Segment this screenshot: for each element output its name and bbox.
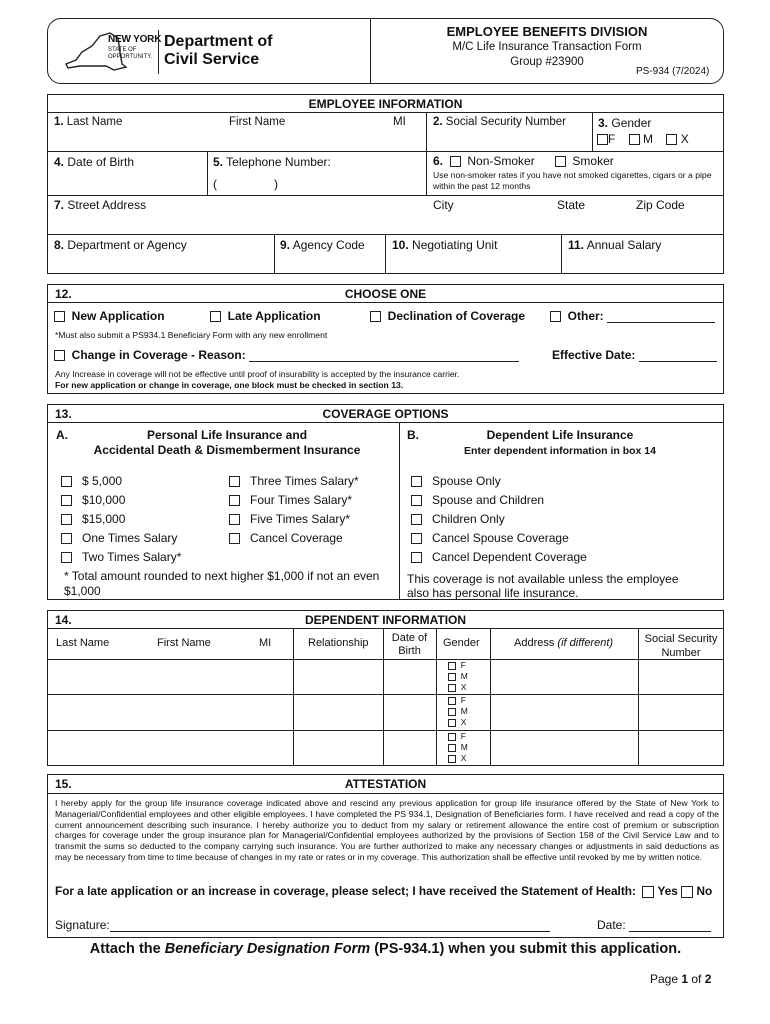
- coverage-divider: [399, 422, 400, 600]
- emp-vline-2: [592, 112, 593, 151]
- emp-vline-3: [207, 151, 208, 195]
- smoker-checkbox[interactable]: [555, 156, 566, 167]
- col-address: Address (if different): [514, 637, 614, 649]
- dep-vline-1: [293, 628, 294, 766]
- col-mi: MI: [259, 637, 272, 649]
- gender-m-checkbox[interactable]: [629, 134, 640, 145]
- coverage-a-note1: * Total amount rounded to next higher $1,000 if not an even: [64, 569, 380, 583]
- other-checkbox[interactable]: [550, 311, 561, 322]
- date-input[interactable]: [629, 931, 711, 932]
- field-city[interactable]: City: [433, 198, 454, 212]
- declination-option[interactable]: Declination of Coverage: [370, 309, 525, 323]
- coverage-a-option[interactable]: Five Times Salary*: [229, 512, 350, 526]
- form-title: M/C Life Insurance Transaction Form: [452, 41, 642, 53]
- coverage-a-option[interactable]: One Times Salary: [61, 531, 177, 545]
- date-field[interactable]: Date:: [597, 918, 711, 932]
- col-gender: Gender: [443, 637, 480, 649]
- attestation-body: I hereby apply for the group life insurance coverage indicated above and rescind any previous application for group life insurance offered by the State of New York to Managerial/Confidential employees and other eligible employees. I have completed the PS 934.1, Designation of Beneficiaries form. I have received and read a copy of the current announcement describing such insurance. I hereby authorize you to deduct from my salary or retirement allowance the entire cost of premium or subscription charges for coverage under the group insurance plan for Managerial/Confidential employees authorized by the provisions of Section 158 of the Civil Service Law and to transmit the sums so deducted to the company carrying such insurance. You are further authorized to make any necessary changes or adjustments in said deductions as may be necessary from time to time because of changes in my rate or rates or in my coverage. This authorization shall be effective until revoked by me by written notice.: [55, 798, 719, 862]
- coverage-a-option[interactable]: $ 5,000: [61, 474, 122, 488]
- gender-f-checkbox[interactable]: [597, 134, 608, 145]
- field-dob[interactable]: 4. Date of Birth: [54, 155, 135, 169]
- declination-checkbox[interactable]: [370, 311, 381, 322]
- form-code: PS-934 (7/2024): [636, 66, 710, 77]
- late-app-question: For a late application or an increase in coverage, please select; I have received the Statement of Health: Yes No: [55, 884, 713, 898]
- coverage-a-option[interactable]: Four Times Salary*: [229, 493, 352, 507]
- emp-line-1: [47, 151, 724, 152]
- field-negotiating-unit[interactable]: 10. Negotiating Unit: [392, 238, 498, 252]
- attestation-line: [47, 793, 724, 794]
- change-coverage-checkbox[interactable]: [54, 350, 65, 361]
- logo-newyork: NEW YORK: [108, 34, 162, 45]
- field-last-name[interactable]: 1. Last Name: [54, 116, 123, 128]
- choose-title: CHOOSE ONE: [344, 287, 427, 301]
- coverage-b-option[interactable]: Spouse and Children: [411, 493, 544, 507]
- col-last-name: Last Name: [56, 637, 110, 649]
- new-application-checkbox[interactable]: [54, 311, 65, 322]
- coverage-title: COVERAGE OPTIONS: [322, 407, 449, 421]
- change-coverage-option[interactable]: Change in Coverage - Reason:: [54, 348, 519, 362]
- effective-date-input[interactable]: [639, 361, 717, 362]
- emp-vline-6: [561, 234, 562, 274]
- gender-x-checkbox[interactable]: [666, 134, 677, 145]
- attestation-num: 15.: [55, 777, 72, 791]
- choose-num: 12.: [55, 287, 72, 301]
- dept-line1: Department of: [164, 33, 273, 50]
- field-smoker: 6. Non-Smoker Smoker: [433, 154, 614, 168]
- coverage-a-option[interactable]: $10,000: [61, 493, 125, 507]
- coverage-b-option[interactable]: Cancel Dependent Coverage: [411, 550, 587, 564]
- field-gender: 3. Gender: [598, 116, 652, 130]
- field-street-address[interactable]: 7. Street Address: [54, 198, 147, 212]
- dependent-gender-row-3[interactable]: F M X: [448, 731, 468, 764]
- field-ssn[interactable]: 2. Social Security Number: [433, 116, 566, 128]
- emp-vline-1: [426, 112, 427, 195]
- signature-field[interactable]: Signature:: [55, 918, 550, 932]
- dep-vline-4: [490, 628, 491, 766]
- new-application-option[interactable]: New Application: [54, 309, 165, 323]
- field-annual-salary[interactable]: 11. Annual Salary: [568, 238, 662, 252]
- coverage-b-title1: Dependent Life Insurance: [486, 428, 634, 442]
- statement-yes-checkbox[interactable]: [642, 886, 654, 898]
- coverage-b-title2: Enter dependent information in box 14: [464, 445, 656, 457]
- field-state[interactable]: State: [557, 198, 586, 212]
- coverage-b-option[interactable]: Spouse Only: [411, 474, 501, 488]
- coverage-a-label: A.: [56, 428, 68, 442]
- dep-vline-3: [436, 628, 437, 766]
- phone-paren-open: (: [213, 177, 217, 191]
- effective-date-field[interactable]: Effective Date:: [552, 348, 717, 362]
- emp-line-2: [47, 195, 724, 196]
- coverage-a-title2: Accidental Death & Dismemberment Insurance: [93, 443, 361, 457]
- coverage-a-option[interactable]: Two Times Salary*: [61, 550, 181, 564]
- field-mi[interactable]: MI: [393, 116, 406, 128]
- logo-stateof: STATE OF: [108, 47, 137, 53]
- dependent-gender-row-1[interactable]: F M X: [448, 660, 468, 693]
- late-application-checkbox[interactable]: [210, 311, 221, 322]
- logo-divider: [158, 30, 159, 74]
- increase-note: Any Increase in coverage will not be effective until proof of insurability is accepted by the insurance carrier.: [55, 369, 460, 379]
- block-note: For new application or change in coverage, one block must be checked in section 13.: [55, 380, 404, 390]
- coverage-a-option[interactable]: Three Times Salary*: [229, 474, 359, 488]
- col-first-name: First Name: [157, 637, 211, 649]
- coverage-b-option[interactable]: Cancel Spouse Coverage: [411, 531, 569, 545]
- dependent-num: 14.: [55, 613, 72, 627]
- signature-input[interactable]: [110, 931, 550, 932]
- nonsmoker-checkbox[interactable]: [450, 156, 461, 167]
- gender-f-label: F: [608, 132, 616, 146]
- smoker-note: Use non-smoker rates if you have not smoked cigarettes, cigars or a pipe within the past 12 months: [433, 170, 712, 191]
- field-agency-code[interactable]: 9. Agency Code: [280, 238, 365, 252]
- emp-vline-5: [385, 234, 386, 274]
- statement-no-checkbox[interactable]: [681, 886, 693, 898]
- coverage-a-title1: Personal Life Insurance and: [146, 428, 308, 442]
- coverage-b-note2: also has personal life insurance.: [407, 586, 579, 600]
- dep-line-1: [47, 659, 724, 660]
- col-ssn: Social Security Number: [644, 633, 718, 659]
- gender-options[interactable]: [597, 132, 689, 146]
- other-option[interactable]: Other:: [550, 309, 715, 323]
- field-first-name[interactable]: First Name: [229, 116, 286, 128]
- group-number: Group #23900: [510, 56, 584, 68]
- coverage-b-label: B.: [407, 428, 419, 442]
- dep-line-0: [47, 628, 724, 629]
- dep-line-3: [47, 730, 724, 731]
- coverage-num: 13.: [55, 407, 72, 421]
- col-dob: Date of Birth: [391, 632, 428, 657]
- gender-m-label: M: [643, 132, 654, 146]
- dependent-title: DEPENDENT INFORMATION: [304, 613, 467, 627]
- employee-info-title: EMPLOYEE INFORMATION: [308, 97, 463, 111]
- beneficiary-note: *Must also submit a PS934.1 Beneficiary Form with any new enrollment: [55, 330, 328, 340]
- attach-instruction: Attach the Beneficiary Designation Form (PS-934.1) when you submit this application.: [89, 941, 682, 957]
- coverage-b-option[interactable]: Children Only: [411, 512, 505, 526]
- page-number: Page 1 of 2: [650, 972, 712, 986]
- field-zip[interactable]: Zip Code: [636, 198, 685, 212]
- change-reason-input[interactable]: [249, 361, 519, 362]
- choose-line: [47, 302, 724, 303]
- gender-x-label: X: [680, 132, 689, 146]
- coverage-a-note2: $1,000: [64, 584, 101, 598]
- dep-line-2: [47, 694, 724, 695]
- field-telephone[interactable]: 5. Telephone Number:: [213, 155, 331, 169]
- dependent-gender-row-2[interactable]: F M X: [448, 695, 468, 728]
- col-relationship: Relationship: [308, 637, 369, 649]
- attestation-title: ATTESTATION: [344, 777, 427, 791]
- phone-paren-close: ): [274, 177, 278, 191]
- field-department[interactable]: 8. Department or Agency: [54, 238, 187, 252]
- emp-vline-4: [274, 234, 275, 274]
- logo-opportunity: OPPORTUNITY.: [108, 54, 153, 60]
- division-title: EMPLOYEE BENEFITS DIVISION: [446, 24, 648, 39]
- dept-line2: Civil Service: [164, 51, 260, 68]
- coverage-a-option[interactable]: $15,000: [61, 512, 125, 526]
- other-input[interactable]: [607, 322, 715, 323]
- emp-line-0: [47, 112, 724, 113]
- coverage-a-option[interactable]: Cancel Coverage: [229, 531, 343, 545]
- coverage-b-note1: This coverage is not available unless the employee: [407, 572, 679, 586]
- coverage-line: [47, 422, 724, 423]
- late-application-option[interactable]: Late Application: [210, 309, 321, 323]
